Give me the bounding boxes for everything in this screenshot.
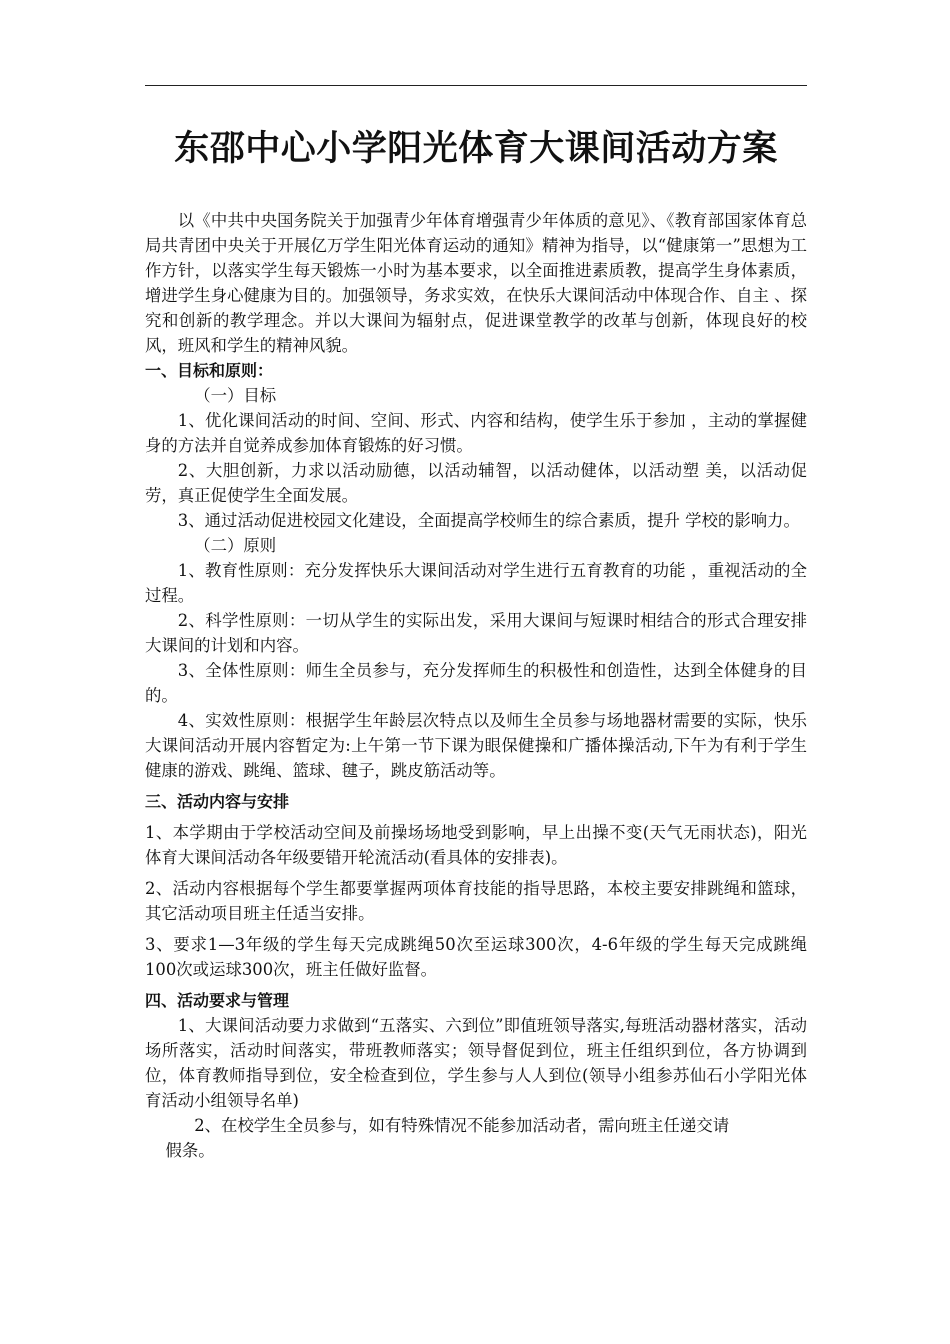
management-item: 1、大课间活动要力求做到“五落实、六到位”即值班领导落实,每班活动器材落实，活动场所落实，活动时间落实，带班教师落实；领导督促到位，班主任组织到位，各方协调到位，体育教师指导到位，安全检查到位，学生参与人人到位(领导小组参苏仙石小学阳光体育活动小组领导名单) bbox=[145, 1016, 807, 1110]
principle-item: 3、全体性原则：师生全员参与，充分发挥师生的积极性和创造性，达到全体健身的目的。 bbox=[145, 661, 807, 705]
arrangement-item: 2、活动内容根据每个学生都要掌握两项体育技能的指导思路，本校主要安排跳绳和篮球，其它活动项目班主任适当安排。 bbox=[145, 879, 807, 923]
goal-item: 3、通过活动促进校园文化建设，全面提高学校师生的综合素质，提升 学校的影响力。 bbox=[177, 511, 800, 530]
management-item-continuation: 假条。 bbox=[165, 1141, 215, 1160]
principles-heading: （二）原则 bbox=[194, 536, 277, 555]
principle-item: 4、实效性原则：根据学生年龄层次特点以及师生全员参与场地器材需要的实际，快乐大课间活动开展内容暂定为:上午第一节下课为眼保健操和广播体操活动,下午为有利于学生健康的游戏、跳绳、篮球、毽子，跳皮筋活动等。 bbox=[145, 711, 807, 780]
section3-heading: 三、活动内容与安排 bbox=[145, 792, 290, 811]
goals-heading: （一）目标 bbox=[194, 386, 277, 405]
goal-item: 2、大胆创新，力求以活动励德，以活动辅智，以活动健体，以活动塑 美，以活动促劳，真正促使学生全面发展。 bbox=[145, 461, 807, 505]
section1-heading: 一、目标和原则： bbox=[145, 361, 274, 380]
document-title: 东邵中心小学阳光体育大课间活动方案 bbox=[174, 129, 778, 169]
document-body bbox=[145, 208, 807, 1163]
principle-item: 2、科学性原则：一切从学生的实际出发，采用大课间与短课时相结合的形式合理安排大课间的计划和内容。 bbox=[145, 611, 807, 655]
arrangement-item: 1、本学期由于学校活动空间及前操场场地受到影响，早上出操不变(天气无雨状态)，阳光体育大课间活动各年级要错开轮流活动(看具体的安排表)。 bbox=[145, 823, 807, 867]
goal-item: 1、优化课间活动的时间、空间、形式、内容和结构，使学生乐于参加 ，主动的掌握健身的方法并自觉养成参加体育锻炼的好习惯。 bbox=[145, 411, 807, 455]
header-rule bbox=[145, 85, 807, 86]
intro-paragraph: 以《中共中央国务院关于加强青少年体育增强青少年体质的意见》、《教育部国家体育总局共青团中央关于开展亿万学生阳光体育运动的通知》精神为指导，以“健康第一”思想为工作方针，以落实学生每天锻炼一小时为基本要求，以全面推进素质教，提高学生身体素质，增进学生身心健康为目的。加强领导，务求实效，在快乐大课间活动中体现合作、自主 、探究和创新的教学理念。并以大课间为辐射点，促进课堂教学的改革与创新，体现良好的校风，班风和学生的精神风貌。 bbox=[145, 211, 807, 355]
management-item: 2、在校学生全员参与，如有特殊情况不能参加活动者，需向班主任递交请 bbox=[194, 1116, 730, 1135]
arrangement-item: 3、要求1—3年级的学生每天完成跳绳50次至运球300次，4-6年级的学生每天完成跳绳100次或运球300次，班主任做好监督。 bbox=[145, 935, 807, 979]
principle-item: 1、教育性原则：充分发挥快乐大课间活动对学生进行五育教育的功能 ，重视活动的全过程。 bbox=[145, 561, 807, 605]
section4-heading: 四、活动要求与管理 bbox=[145, 991, 290, 1010]
